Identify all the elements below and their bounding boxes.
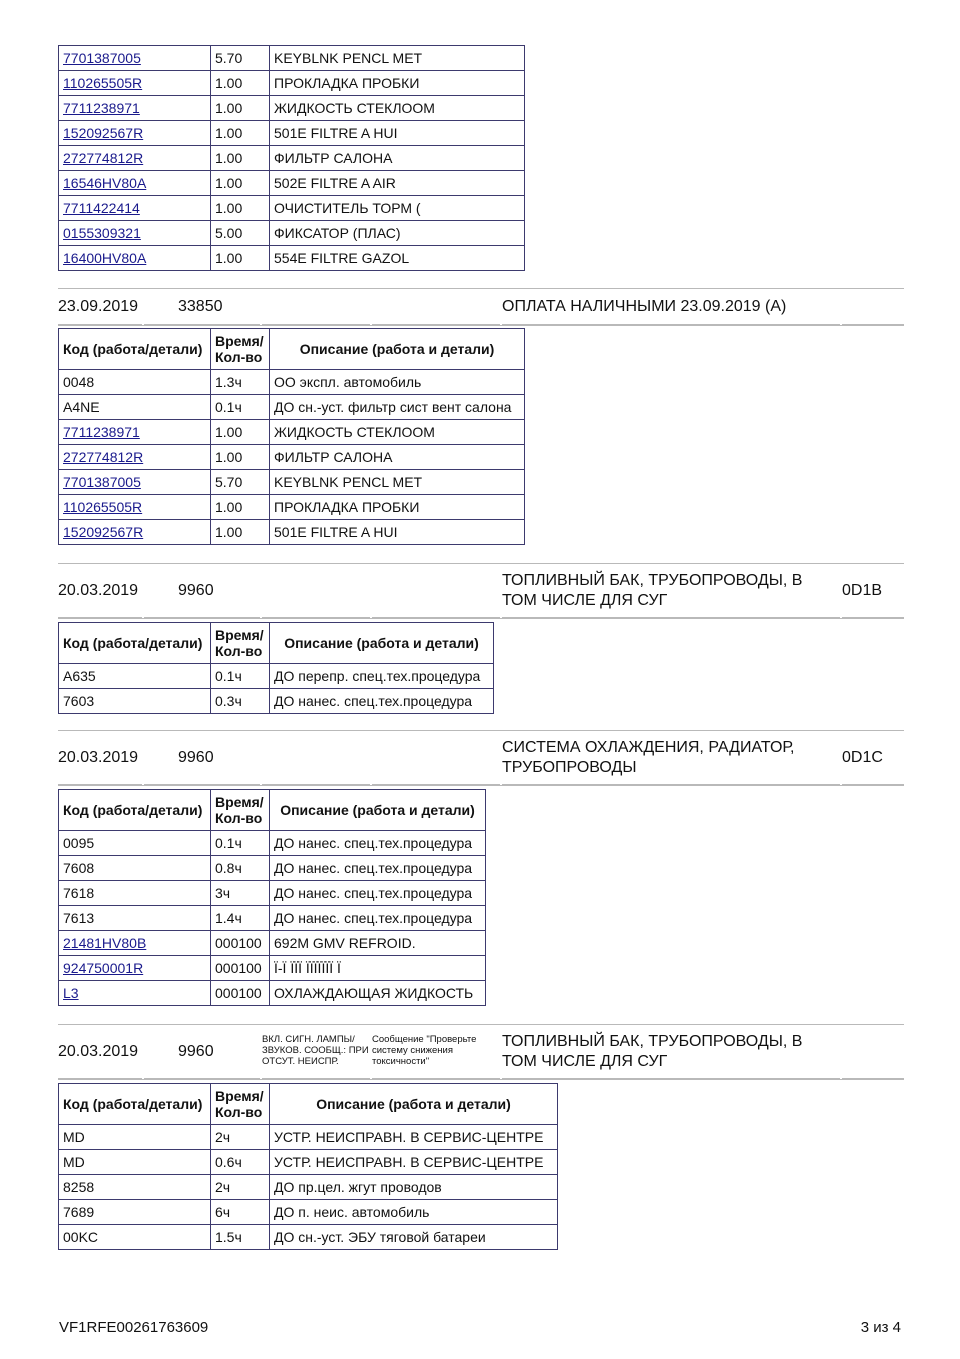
header-divider: [842, 617, 904, 618]
part-code-cell[interactable]: [59, 71, 211, 96]
part-code-cell[interactable]: [59, 956, 211, 981]
work-table: [58, 789, 486, 1006]
table-row: [59, 664, 494, 689]
part-code-link[interactable]: 110265505R: [63, 499, 143, 515]
work-table: [58, 1083, 558, 1250]
entry-ref: [842, 1025, 904, 1079]
operation-code-cell: A4NE: [59, 395, 211, 420]
header-divider: [502, 617, 840, 618]
header-divider: [372, 1078, 500, 1079]
time-quantity-cell: 1.00: [211, 495, 270, 520]
column-header-time-line2: Кол-во: [215, 1104, 263, 1120]
quantity-cell: 1.00: [211, 196, 270, 221]
header-divider: [144, 324, 260, 325]
description-cell: ДО сн.-уст. ЭБУ тяговой батареи: [270, 1225, 558, 1250]
part-code-link[interactable]: 16546HV80A: [63, 175, 147, 191]
table-row: [59, 956, 486, 981]
part-code-link[interactable]: 7711422414: [63, 200, 140, 216]
vin-number: VF1RFE00261763609: [59, 1319, 209, 1336]
column-header-time: [211, 1084, 270, 1125]
time-quantity-cell: 0.8ч: [211, 856, 270, 881]
header-divider: [144, 617, 260, 618]
entry-ref: 0D1C: [842, 749, 883, 766]
parts-table-top: [58, 45, 525, 271]
description-cell: УСТР. НЕИСПРАВН. В СЕРВИС-ЦЕНТРЕ: [270, 1150, 558, 1175]
header-divider: [372, 617, 500, 618]
part-code-link[interactable]: 924750001R: [63, 960, 144, 976]
table-row: [59, 470, 525, 495]
header-divider: [372, 784, 500, 785]
entry-ref: [842, 289, 904, 325]
part-code-cell[interactable]: [59, 96, 211, 121]
part-code-cell[interactable]: [59, 121, 211, 146]
header-divider: [262, 1078, 370, 1079]
quantity-cell: 5.00: [211, 221, 270, 246]
entry-title: СИСТЕМА ОХЛАЖДЕНИЯ, РАДИАТОР, ТРУБОПРОВОДЫ: [502, 739, 795, 776]
description-cell: УСТР. НЕИСПРАВН. В СЕРВИС-ЦЕНТРЕ: [270, 1125, 558, 1150]
table-row: [59, 1125, 558, 1150]
table-row: [59, 121, 525, 146]
part-code-link[interactable]: 7701387005: [63, 50, 141, 66]
description-cell: ФИЛЬТР САЛОНА: [270, 445, 525, 470]
table-row: [59, 495, 525, 520]
column-header-time-line1: Время/: [215, 333, 264, 349]
part-code-link[interactable]: 110265505R: [63, 75, 143, 91]
description-cell: 501E FILTRE A HUI: [270, 121, 525, 146]
operation-code-cell: 0095: [59, 831, 211, 856]
part-code-cell[interactable]: [59, 196, 211, 221]
entry-note-right: [372, 731, 500, 785]
column-header-description: Описание (работа и детали): [270, 623, 494, 664]
part-code-link[interactable]: L3: [63, 985, 79, 1001]
column-header-code: Код (работа/детали): [59, 329, 211, 370]
part-code-link[interactable]: 7711238971: [63, 100, 140, 116]
time-quantity-cell: 1.4ч: [211, 906, 270, 931]
time-quantity-cell: 6ч: [211, 1200, 270, 1225]
header-divider: [144, 1078, 260, 1079]
description-cell: ОХЛАЖДАЮЩАЯ ЖИДКОСТЬ: [270, 981, 486, 1006]
time-quantity-cell: 1.00: [211, 520, 270, 545]
description-cell: ПРОКЛАДКА ПРОБКИ: [270, 71, 525, 96]
description-cell: ДО нанес. спец.тех.процедура: [270, 856, 486, 881]
time-quantity-cell: 0.1ч: [211, 664, 270, 689]
entry-mileage: 9960: [178, 749, 214, 766]
time-quantity-cell: 1.5ч: [211, 1225, 270, 1250]
description-cell: ДО сн.-уст. фильтр сист вент салона: [270, 395, 525, 420]
part-code-cell[interactable]: [59, 931, 211, 956]
entry-header: [58, 730, 904, 786]
entry-title: ТОПЛИВНЫЙ БАК, ТРУБОПРОВОДЫ, В ТОМ ЧИСЛЕ ДЛЯ СУГ: [502, 1033, 803, 1070]
table-row: [59, 1175, 558, 1200]
quantity-cell: 1.00: [211, 146, 270, 171]
part-code-cell[interactable]: [59, 146, 211, 171]
description-cell: ЖИДКОСТЬ СТЕКЛООМ: [270, 96, 525, 121]
part-code-link[interactable]: 272774812R: [63, 449, 144, 465]
description-cell: ОО экспл. автомобиль: [270, 370, 525, 395]
part-code-link[interactable]: 21481HV80B: [63, 935, 147, 951]
part-code-cell[interactable]: [59, 495, 211, 520]
operation-code-cell: 7603: [59, 689, 211, 714]
header-divider: [842, 1078, 904, 1079]
table-row: [59, 1150, 558, 1175]
description-cell: ДО перепр. спец.тех.процедура: [270, 664, 494, 689]
work-table: [58, 622, 494, 714]
description-cell: ДО п. неис. автомобиль: [270, 1200, 558, 1225]
header-divider: [842, 324, 904, 325]
time-quantity-cell: 0.6ч: [211, 1150, 270, 1175]
column-header-time: [211, 329, 270, 370]
description-cell: Ï-Ï ÏÏÏ ÏÏÏÏÏÏÏ Ï: [270, 956, 486, 981]
time-quantity-cell: 0.1ч: [211, 395, 270, 420]
operation-code-cell: 7608: [59, 856, 211, 881]
column-header-time: [211, 623, 270, 664]
time-quantity-cell: 1.00: [211, 420, 270, 445]
page-number: 3 из 4: [860, 1319, 901, 1336]
part-code-cell[interactable]: [59, 520, 211, 545]
entry-mileage: 9960: [178, 1043, 214, 1060]
table-row: [59, 420, 525, 445]
entry-note-left: [262, 731, 370, 785]
table-header-row: [59, 329, 525, 370]
description-cell: ОЧИСТИТЕЛЬ ТОРМ (: [270, 196, 525, 221]
table-row: [59, 171, 525, 196]
entry-note-right: [372, 289, 500, 325]
table-row: [59, 71, 525, 96]
entry-note-left: ВКЛ. СИГН. ЛАМПЫ/ ЗВУКОВ. СООБЩ.: ПРИ ОТСУТ. НЕИСПР.: [262, 1034, 369, 1067]
description-cell: ДО нанес. спец.тех.процедура: [270, 881, 486, 906]
time-quantity-cell: 2ч: [211, 1125, 270, 1150]
description-cell: ПРОКЛАДКА ПРОБКИ: [270, 495, 525, 520]
header-divider: [58, 1078, 142, 1079]
entry-note-right: [372, 564, 500, 618]
entry-date: 20.03.2019: [58, 582, 139, 599]
table-row: [59, 46, 525, 71]
header-divider: [502, 1078, 840, 1079]
table-header-row: [59, 790, 486, 831]
entry-mileage: 33850: [178, 298, 223, 315]
column-header-time-line1: Время/: [215, 627, 264, 643]
operation-code-cell: MD: [59, 1125, 211, 1150]
column-header-code: Код (работа/детали): [59, 623, 211, 664]
column-header-time-line1: Время/: [215, 794, 264, 810]
part-code-cell[interactable]: [59, 221, 211, 246]
quantity-cell: 1.00: [211, 171, 270, 196]
header-divider: [58, 617, 142, 618]
description-cell: ДО нанес. спец.тех.процедура: [270, 906, 486, 931]
table-row: [59, 1200, 558, 1225]
operation-code-cell: 0048: [59, 370, 211, 395]
operation-code-cell: A635: [59, 664, 211, 689]
header-divider: [262, 784, 370, 785]
part-code-link[interactable]: 272774812R: [63, 150, 144, 166]
column-header-time-line2: Кол-во: [215, 643, 263, 659]
description-cell: ДО нанес. спец.тех.процедура: [270, 831, 486, 856]
table-row: [59, 881, 486, 906]
entry-ref: 0D1B: [842, 582, 883, 599]
operation-code-cell: 7613: [59, 906, 211, 931]
column-header-code: Код (работа/детали): [59, 790, 211, 831]
part-code-cell[interactable]: [59, 246, 211, 271]
entry-date: 23.09.2019: [58, 298, 139, 315]
time-quantity-cell: 1.3ч: [211, 370, 270, 395]
header-divider: [262, 324, 370, 325]
column-header-time: [211, 790, 270, 831]
work-table: [58, 328, 525, 545]
header-divider: [502, 784, 840, 785]
description-cell: ЖИДКОСТЬ СТЕКЛООМ: [270, 420, 525, 445]
description-cell: 692M GMV REFROID.: [270, 931, 486, 956]
description-cell: ФИЛЬТР САЛОНА: [270, 146, 525, 171]
table-row: [59, 96, 525, 121]
description-cell: 554E FILTRE GAZOL: [270, 246, 525, 271]
column-header-time-line2: Кол-во: [215, 349, 263, 365]
part-code-link[interactable]: 7701387005: [63, 474, 141, 490]
table-row: [59, 931, 486, 956]
entry-mileage: 9960: [178, 582, 214, 599]
header-divider: [144, 784, 260, 785]
entry-header: [58, 563, 904, 619]
table-header-row: [59, 623, 494, 664]
part-code-cell[interactable]: [59, 46, 211, 71]
column-header-time-line2: Кол-во: [215, 810, 263, 826]
table-row: [59, 221, 525, 246]
time-quantity-cell: 0.3ч: [211, 689, 270, 714]
table-header-row: [59, 1084, 558, 1125]
table-row: [59, 856, 486, 881]
part-code-cell[interactable]: [59, 981, 211, 1006]
table-row: [59, 1225, 558, 1250]
quantity-cell: 1.00: [211, 121, 270, 146]
header-divider: [372, 324, 500, 325]
part-code-link[interactable]: 152092567R: [63, 524, 144, 540]
header-divider: [262, 617, 370, 618]
table-row: [59, 196, 525, 221]
part-code-link[interactable]: 16400HV80A: [63, 250, 147, 266]
part-code-cell[interactable]: [59, 171, 211, 196]
table-row: [59, 981, 486, 1006]
entry-note-right: Сообщение "Проверьте систему снижения токсичности": [372, 1034, 477, 1067]
header-divider: [58, 324, 142, 325]
column-header-description: Описание (работа и детали): [270, 790, 486, 831]
time-quantity-cell: 000100: [211, 956, 270, 981]
description-cell: ФИКСАТОР (ПЛАС): [270, 221, 525, 246]
time-quantity-cell: 0.1ч: [211, 831, 270, 856]
table-row: [59, 520, 525, 545]
entry-title: ТОПЛИВНЫЙ БАК, ТРУБОПРОВОДЫ, В ТОМ ЧИСЛЕ ДЛЯ СУГ: [502, 572, 803, 609]
time-quantity-cell: 000100: [211, 931, 270, 956]
quantity-cell: 1.00: [211, 71, 270, 96]
part-code-link[interactable]: 0155309321: [63, 225, 141, 241]
table-row: [59, 906, 486, 931]
operation-code-cell: 00KC: [59, 1225, 211, 1250]
quantity-cell: 5.70: [211, 46, 270, 71]
column-header-description: Описание (работа и детали): [270, 329, 525, 370]
entry-header: [58, 1024, 904, 1080]
part-code-cell[interactable]: [59, 420, 211, 445]
column-header-description: Описание (работа и детали): [270, 1084, 558, 1125]
description-cell: ДО пр.цел. жгут проводов: [270, 1175, 558, 1200]
table-row: [59, 146, 525, 171]
entry-date: 20.03.2019: [58, 1043, 139, 1060]
quantity-cell: 1.00: [211, 246, 270, 271]
table-row: [59, 445, 525, 470]
header-divider: [58, 784, 142, 785]
description-cell: 502E FILTRE A AIR: [270, 171, 525, 196]
part-code-link[interactable]: 7711238971: [63, 424, 140, 440]
time-quantity-cell: 3ч: [211, 881, 270, 906]
entry-header: [58, 288, 904, 326]
entry-note-left: [262, 564, 370, 618]
part-code-cell[interactable]: [59, 470, 211, 495]
table-row: [59, 370, 525, 395]
entry-note-left: [262, 289, 370, 325]
column-header-time-line1: Время/: [215, 1088, 264, 1104]
time-quantity-cell: 000100: [211, 981, 270, 1006]
part-code-cell[interactable]: [59, 445, 211, 470]
quantity-cell: 1.00: [211, 96, 270, 121]
table-row: [59, 246, 525, 271]
table-row: [59, 831, 486, 856]
description-cell: KEYBLNK PENCL MET: [270, 470, 525, 495]
table-row: [59, 395, 525, 420]
column-header-code: Код (работа/детали): [59, 1084, 211, 1125]
operation-code-cell: 7689: [59, 1200, 211, 1225]
operation-code-cell: MD: [59, 1150, 211, 1175]
time-quantity-cell: 5.70: [211, 470, 270, 495]
time-quantity-cell: 2ч: [211, 1175, 270, 1200]
operation-code-cell: 8258: [59, 1175, 211, 1200]
part-code-link[interactable]: 152092567R: [63, 125, 144, 141]
entry-date: 20.03.2019: [58, 749, 139, 766]
description-cell: 501E FILTRE A HUI: [270, 520, 525, 545]
table-row: [59, 689, 494, 714]
description-cell: ДО нанес. спец.тех.процедура: [270, 689, 494, 714]
header-divider: [842, 784, 904, 785]
entry-title: ОПЛАТА НАЛИЧНЫМИ 23.09.2019 (А): [502, 298, 787, 315]
time-quantity-cell: 1.00: [211, 445, 270, 470]
operation-code-cell: 7618: [59, 881, 211, 906]
description-cell: KEYBLNK PENCL MET: [270, 46, 525, 71]
header-divider: [502, 324, 840, 325]
